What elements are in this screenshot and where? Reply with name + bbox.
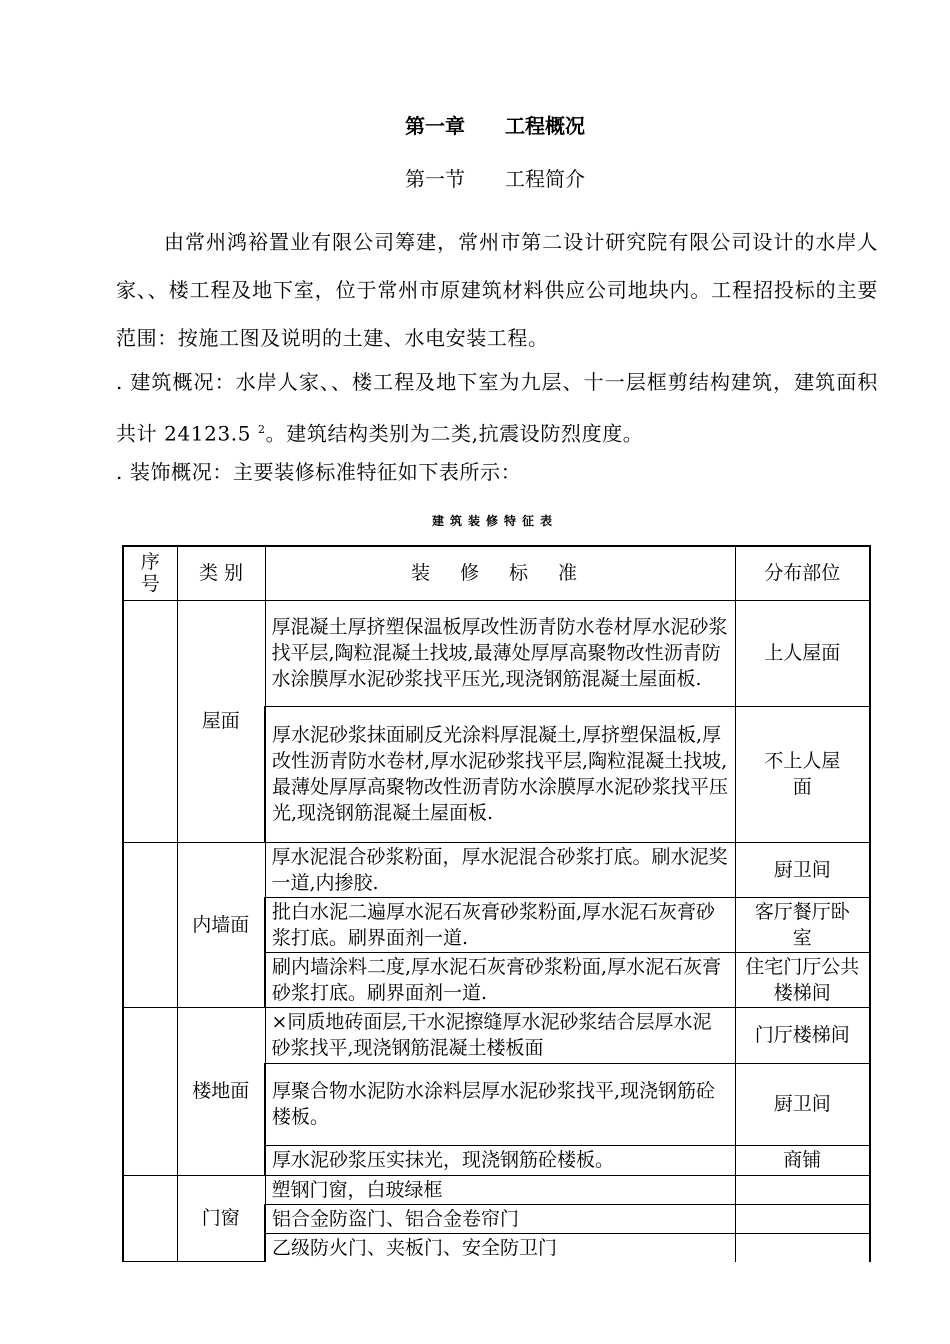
seq-cell <box>123 1007 177 1175</box>
location-cell: 上人屋面 <box>735 600 870 706</box>
seq-cell <box>123 600 177 842</box>
decoration-overview-paragraph: . 装饰概况：主要装修标准特征如下表所示： <box>116 460 522 484</box>
table-row <box>123 1175 870 1204</box>
standard-cell: 铝合金防盗门、铝合金卷帘门 <box>265 1204 735 1233</box>
category-cell: 屋面 <box>177 600 265 842</box>
table-row <box>123 600 870 706</box>
header-category: 类 别 <box>177 546 265 600</box>
building-overview-paragraph <box>116 358 878 458</box>
building-overview-text: . 建筑概况：水岸人家、、楼工程及地下室为九层、十一层框剪结构建筑，建筑面积共计 24123.5 <box>116 370 878 446</box>
header-standard: 装 修 标 准 <box>265 546 735 600</box>
location-cell: 厨卫间 <box>735 842 870 897</box>
location-cell <box>735 1233 870 1262</box>
location-cell <box>735 1204 870 1233</box>
building-overview-text-2: 。建筑结构类别为二类,抗震设防烈度度。 <box>265 421 644 446</box>
location-cell: 商铺 <box>735 1145 870 1175</box>
location-cell: 客厅餐厅卧室 <box>735 897 870 952</box>
standard-cell: ×同质地砖面层,干水泥擦缝厚水泥砂浆结合层厚水泥砂浆找平,现浇钢筋混凝土楼板面 <box>265 1007 735 1063</box>
table-caption: 建筑装修特征表 <box>431 514 558 528</box>
category-cell: 楼地面 <box>177 1007 265 1175</box>
standard-cell: 塑钢门窗，白玻绿框 <box>265 1175 735 1204</box>
location-cell: 不上人屋面 <box>735 706 870 842</box>
location-cell: 厨卫间 <box>735 1063 870 1145</box>
standard-cell: 乙级防火门、夹板门、安全防卫门 <box>265 1233 735 1262</box>
header-location: 分布部位 <box>735 546 870 600</box>
standard-cell: 刷内墙涂料二度,厚水泥石灰膏砂浆粉面,厚水泥石灰膏砂浆打底。刷界面剂一道. <box>265 952 735 1007</box>
seq-cell <box>123 842 177 1007</box>
location-cell <box>735 1175 870 1204</box>
intro-paragraph: 由常州鸿裕置业有限公司筹建，常州市第二设计研究院有限公司设计的水岸人家、、楼工程及地下室，位于常州市原建筑材料供应公司地块内。工程招投标的主要范围：按施工图及说明的土建、水电安装工程。 <box>116 230 878 350</box>
table-row <box>123 1007 870 1063</box>
standard-cell: 厚水泥砂浆抹面刷反光涂料厚混凝土,厚挤塑保温板,厚改性沥青防水卷材,厚水泥砂浆找平层,陶粒混凝土找坡,最薄处厚厚高聚物改性沥青防水涂膜厚水泥砂浆找平压光,现浇钢筋混凝土屋面板. <box>265 706 735 842</box>
chapter-title: 第一章 工程概况 <box>405 114 585 138</box>
category-cell: 内墙面 <box>177 842 265 1007</box>
location-cell: 门厅楼梯间 <box>735 1007 870 1063</box>
decoration-spec-table <box>122 545 871 1262</box>
table-row <box>123 842 870 897</box>
seq-cell <box>123 1175 177 1262</box>
section-title: 第一节 工程简介 <box>405 167 585 191</box>
standard-cell: 厚水泥混合砂浆粉面，厚水泥混合砂浆打底。刷水泥奖一道,内掺胶. <box>265 842 735 897</box>
location-cell: 住宅门厅公共楼梯间 <box>735 952 870 1007</box>
area-unit-superscript: 2 <box>258 423 266 436</box>
header-seq: 序号 <box>123 546 177 600</box>
standard-cell: 批白水泥二遍厚水泥石灰膏砂浆粉面,厚水泥石灰膏砂浆打底。刷界面剂一道. <box>265 897 735 952</box>
standard-cell: 厚聚合物水泥防水涂料层厚水泥砂浆找平,现浇钢筋砼楼板。 <box>265 1063 735 1145</box>
table-header-row <box>123 546 870 600</box>
category-cell: 门窗 <box>177 1175 265 1262</box>
standard-cell: 厚混凝土厚挤塑保温板厚改性沥青防水卷材厚水泥砂浆找平层,陶粒混凝土找坡,最薄处厚厚高聚物改性沥青防水涂膜厚水泥砂浆找平压光,现浇钢筋混凝土屋面板. <box>265 600 735 706</box>
standard-cell: 厚水泥砂浆压实抹光，现浇钢筋砼楼板。 <box>265 1145 735 1175</box>
